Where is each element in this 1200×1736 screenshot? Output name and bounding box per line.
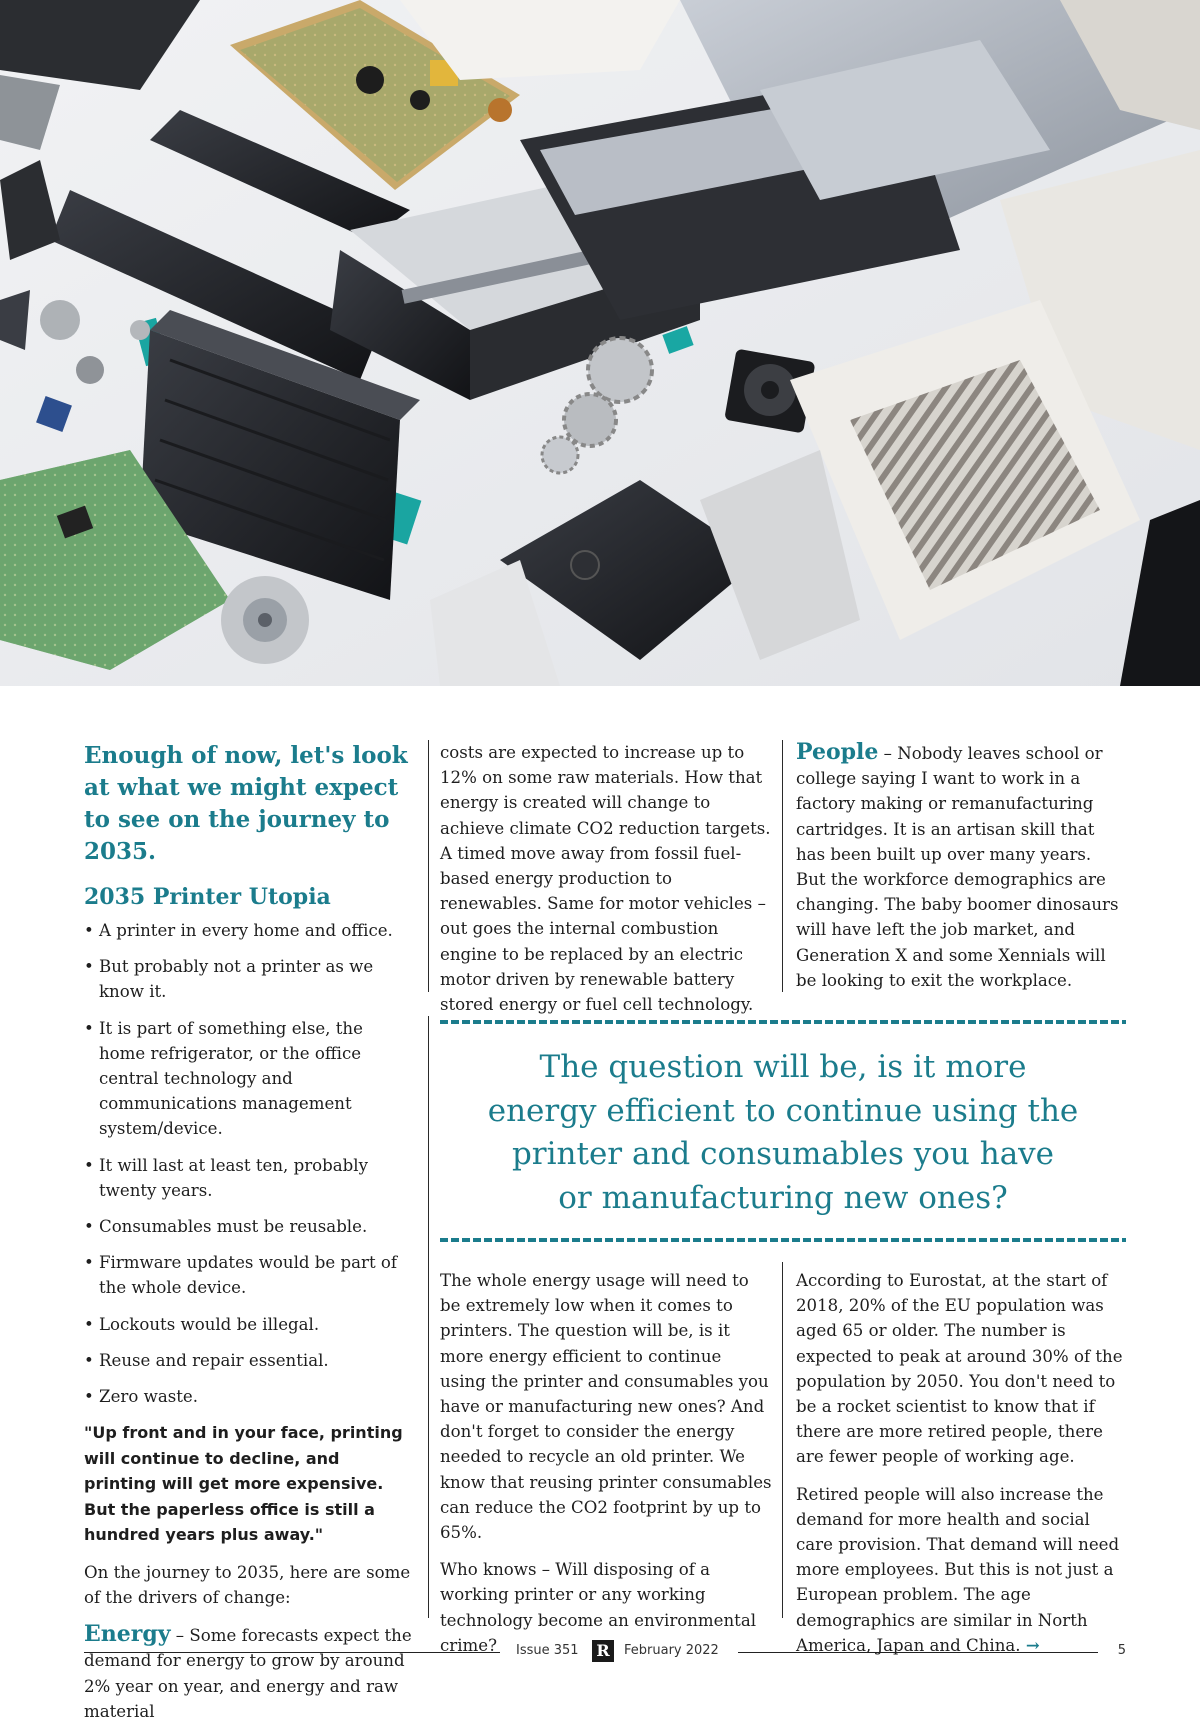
drivers-paragraph: On the journey to 2035, here are some of the drivers of change:	[84, 1562, 411, 1607]
energy-text: – Some forecasts expect the demand for energy to grow by around 2% year on year, and energy and raw material	[84, 1626, 412, 1721]
list-item: • It will last at least ten, probably twenty years.	[84, 1153, 414, 1203]
hero-photo	[0, 0, 1200, 686]
energy-keyword: Energy	[84, 1621, 171, 1648]
disassembled-printer-photo	[0, 0, 1200, 686]
who-knows-paragraph: Who knows – Will disposing of a working printer or any working technology become an environmental crime?	[440, 1560, 757, 1655]
subheading-printer-utopia: 2035 Printer Utopia	[84, 884, 331, 910]
dashed-divider	[440, 1020, 1126, 1024]
column-left	[84, 740, 414, 1736]
list-item: • Lockouts would be illegal.	[84, 1312, 414, 1337]
page-footer	[84, 1640, 1126, 1664]
column-divider	[428, 1016, 429, 1618]
column-right-top	[796, 740, 1126, 1005]
issue-date: February 2022	[624, 1643, 719, 1658]
pull-quote	[440, 1020, 1126, 1242]
list-item: • It is part of something else, the home refrigerator, or the office central technology and communications management system/device.	[84, 1016, 414, 1142]
pull-quote-line: energy efficient to continue using the	[487, 1092, 1079, 1129]
footer-rule	[84, 1652, 500, 1653]
issue-number: Issue 351	[516, 1643, 579, 1658]
people-keyword: People	[796, 739, 879, 765]
energy-usage-paragraph: The whole energy usage will need to be extremely low when it comes to printers. The question will be, is it more energy efficient to continue using the printer and consumables you have or manufacturing new ones? And don't forget to consider the energy needed to recycle an old printer. We know that reusing printer consumables can reduce the CO2 footprint by up to 65%.	[440, 1271, 772, 1543]
pull-quote-line: The question will be, is it more	[539, 1049, 1027, 1085]
retired-people-text: Retired people will also increase the demand for more health and social care provision. That demand will need more employees. But this is not just a European problem. The age demographics are similar in North America, Japan and China.	[796, 1484, 1120, 1655]
arrow-right-icon[interactable]: →	[1025, 1634, 1040, 1655]
magazine-logo: R	[592, 1640, 614, 1662]
list-item: • Consumables must be reusable.	[84, 1214, 414, 1239]
list-item: • But probably not a printer as we know it.	[84, 954, 414, 1004]
pull-quote-text	[440, 1046, 1126, 1220]
list-item: • A printer in every home and office.	[84, 918, 414, 943]
pull-quote-line: printer and consumables you have	[511, 1136, 1055, 1172]
column-middle-top	[440, 740, 772, 1029]
retired-people-paragraph	[796, 1482, 1126, 1658]
pull-quote-line: or manufacturing new ones?	[558, 1179, 1008, 1216]
column-divider	[428, 740, 429, 992]
page-number: 5	[1117, 1643, 1126, 1658]
utopia-bullet-list	[84, 918, 414, 1409]
energy-paragraph	[84, 1622, 414, 1724]
people-text: – Nobody leaves school or college saying I want to work in a factory making or remanufacturing cartridges. It is an artisan skill that has been built up over many years. But the workforce demographics are changing. The baby boomer dinosaurs will have left the job market, and Generation X and some Xennials will be looking to exit the workplace.	[796, 744, 1119, 990]
dashed-divider	[440, 1238, 1126, 1242]
column-divider	[782, 740, 783, 992]
list-item: • Zero waste.	[84, 1387, 198, 1407]
eurostat-paragraph: According to Eurostat, at the start of 2018, 20% of the EU population was aged 65 or older. The number is expected to peak at around 30% of the population by 2050. You don't need to be a rocket scientist to know that if there are more retired people, there are fewer people of working age.	[796, 1271, 1123, 1467]
people-paragraph	[796, 740, 1126, 993]
list-item: • Firmware updates would be part of the whole device.	[84, 1250, 414, 1300]
column-divider	[782, 1262, 783, 1618]
column-right-bottom	[796, 1268, 1126, 1670]
bold-quote: "Up front and in your face, printing will continue to decline, and printing will get more expensive. But the paperless office is still a hundred years plus away."	[84, 1423, 403, 1545]
list-item: • Reuse and repair essential.	[84, 1348, 414, 1373]
energy-continuation: costs are expected to increase up to 12% on some raw materials. How that energy is created will change to achieve climate CO2 reduction targets. A timed move away from fossil fuel-based energy production to renewables. Same for motor vehicles – out goes the internal combustion engine to be replaced by an electric motor driven by renewable battery stored energy or fuel cell technology.	[440, 743, 771, 1015]
footer-rule	[738, 1652, 1098, 1653]
lead-heading: Enough of now, let's look at what we might expect to see on the journey to 2035.	[84, 742, 408, 865]
column-middle-bottom	[440, 1268, 772, 1670]
